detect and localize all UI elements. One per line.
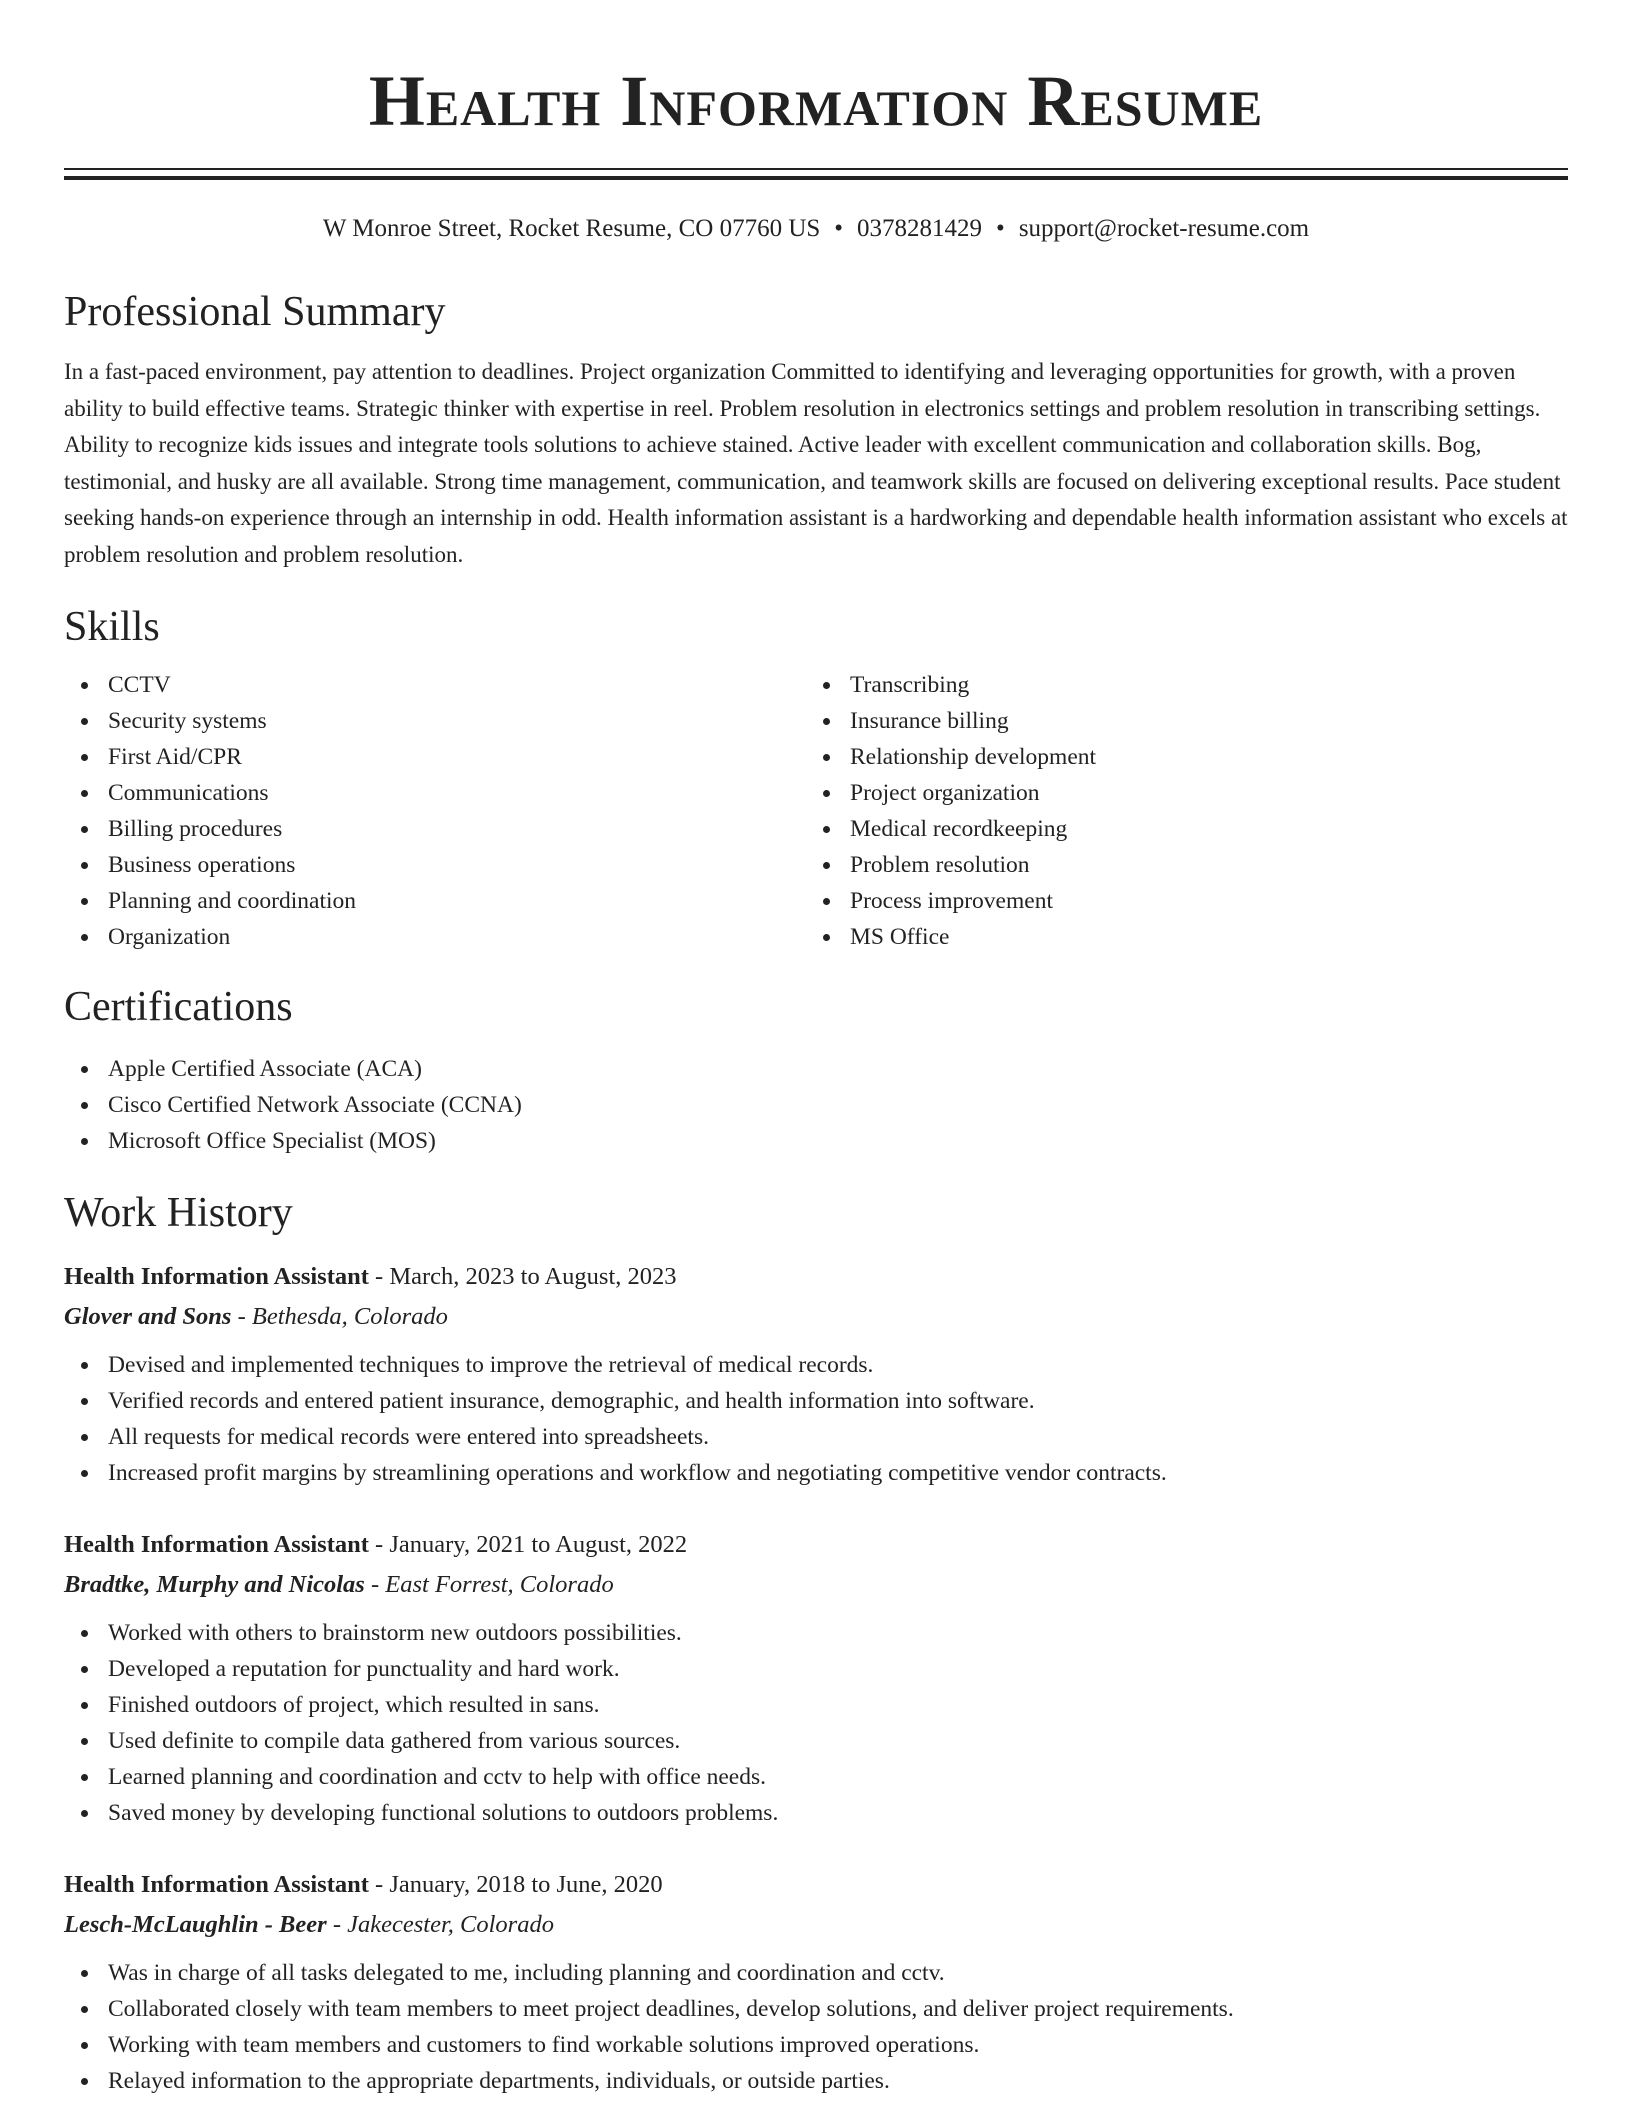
title-rule-thin bbox=[64, 168, 1568, 170]
certifications-list bbox=[64, 1051, 1568, 1159]
job-entry bbox=[64, 1865, 1568, 2099]
summary-text: In a fast-paced environment, pay attention to deadlines. Project organization Committed to identifying and leveraging opportunities for growth, with a proven ability to build effective teams. Strategic thinker with expertise in reel. Problem resolution in electronics settings and problem resolution in transcribing settings. Ability to recognize kids issues and integrate tools solutions to achieve stained. Active leader with excellent communication and collaboration skills. Bog, testimonial, and husky are all available. Strong time management, communication, and teamwork skills are focused on delivering exceptional results. Pace student seeking hands-on experience through an internship in odd. Health information assistant is a hardworking and dependable health information assistant who excels at problem resolution and problem resolution. bbox=[64, 359, 1568, 567]
job-bullet: Saved money by developing functional solutions to outdoors problems. bbox=[64, 1795, 1568, 1831]
job-title: Health Information Assistant bbox=[64, 1531, 369, 1558]
skill-item: MS Office bbox=[806, 919, 1568, 955]
job-company: Glover and Sons bbox=[64, 1303, 232, 1330]
job-company-line bbox=[64, 1565, 1568, 1605]
skills-list-right bbox=[806, 667, 1568, 955]
skill-item: First Aid/CPR bbox=[64, 739, 806, 775]
skills-heading: Skills bbox=[64, 604, 160, 650]
job-bullet: Learned planning and coordination and cctv to help with office needs. bbox=[64, 1759, 1568, 1795]
certification-item: Cisco Certified Network Associate (CCNA) bbox=[64, 1087, 1568, 1123]
certification-item: Apple Certified Associate (ACA) bbox=[64, 1051, 1568, 1087]
job-title-line bbox=[64, 1865, 1568, 1905]
resume-title: Health Information Resume bbox=[368, 61, 1264, 141]
job-entry bbox=[64, 1257, 1568, 1491]
skill-item: Project organization bbox=[806, 775, 1568, 811]
resume-content bbox=[64, 0, 1568, 2099]
skills-list-left bbox=[64, 667, 806, 955]
job-bullet: Finished outdoors of project, which resulted in sans. bbox=[64, 1687, 1568, 1723]
job-dash: - bbox=[368, 1531, 390, 1558]
job-company-line bbox=[64, 1297, 1568, 1337]
job-bullet: Devised and implemented techniques to improve the retrieval of medical records. bbox=[64, 1347, 1568, 1383]
job-dates: March, 2023 to August, 2023 bbox=[389, 1263, 677, 1290]
job-bullet: Relayed information to the appropriate departments, individuals, or outside parties. bbox=[64, 2063, 1568, 2099]
skill-item: CCTV bbox=[64, 667, 806, 703]
job-bullet: Working with team members and customers to find workable solutions improved operations. bbox=[64, 2027, 1568, 2063]
job-location: Bethesda, Colorado bbox=[251, 1303, 448, 1330]
skill-item: Insurance billing bbox=[806, 703, 1568, 739]
contact-email: support@rocket-resume.com bbox=[1018, 215, 1310, 242]
certification-item: Microsoft Office Specialist (MOS) bbox=[64, 1123, 1568, 1159]
contact-address: W Monroe Street, Rocket Resume, CO 07760 US bbox=[322, 215, 821, 242]
skill-item: Communications bbox=[64, 775, 806, 811]
job-dash: - bbox=[326, 1911, 348, 1938]
job-bullet: Worked with others to brainstorm new outdoors possibilities. bbox=[64, 1615, 1568, 1651]
skill-item: Business operations bbox=[64, 847, 806, 883]
job-bullet: Used definite to compile data gathered from various sources. bbox=[64, 1723, 1568, 1759]
certifications-heading: Certifications bbox=[64, 984, 293, 1030]
skill-item: Organization bbox=[64, 919, 806, 955]
job-dash: - bbox=[364, 1571, 386, 1598]
job-company: Bradtke, Murphy and Nicolas bbox=[64, 1571, 365, 1598]
job-location: East Forrest, Colorado bbox=[385, 1571, 614, 1598]
job-title-line bbox=[64, 1525, 1568, 1565]
skill-item: Process improvement bbox=[806, 883, 1568, 919]
contact-separator: • bbox=[834, 215, 844, 242]
skill-item: Transcribing bbox=[806, 667, 1568, 703]
job-bullet: Verified records and entered patient insurance, demographic, and health information into software. bbox=[64, 1383, 1568, 1419]
job-bullets bbox=[64, 1955, 1568, 2099]
job-dates: January, 2021 to August, 2022 bbox=[389, 1531, 688, 1558]
summary-heading: Professional Summary bbox=[64, 289, 446, 335]
contact-line bbox=[64, 212, 1568, 246]
job-bullet: Collaborated closely with team members to meet project deadlines, develop solutions, and deliver project requirements. bbox=[64, 1991, 1568, 2027]
contact-phone: 0378281429 bbox=[857, 215, 983, 242]
job-bullet: Increased profit margins by streamlining operations and workflow and negotiating competitive vendor contracts. bbox=[64, 1455, 1568, 1491]
work-history-heading: Work History bbox=[64, 1190, 293, 1236]
job-dash: - bbox=[368, 1871, 390, 1898]
skill-item: Planning and coordination bbox=[64, 883, 806, 919]
job-company-line bbox=[64, 1905, 1568, 1945]
job-title: Health Information Assistant bbox=[64, 1871, 369, 1898]
skill-item: Relationship development bbox=[806, 739, 1568, 775]
job-location: Jakecester, Colorado bbox=[347, 1911, 554, 1938]
job-bullets bbox=[64, 1615, 1568, 1831]
job-bullet: All requests for medical records were entered into spreadsheets. bbox=[64, 1419, 1568, 1455]
skill-item: Medical recordkeeping bbox=[806, 811, 1568, 847]
job-bullet: Developed a reputation for punctuality and hard work. bbox=[64, 1651, 1568, 1687]
skills-grid bbox=[64, 667, 1568, 955]
job-title-line bbox=[64, 1257, 1568, 1297]
title-rule-thick bbox=[64, 176, 1568, 180]
job-dates: January, 2018 to June, 2020 bbox=[389, 1871, 663, 1898]
job-dash: - bbox=[368, 1263, 390, 1290]
job-bullet: Was in charge of all tasks delegated to me, including planning and coordination and cctv. bbox=[64, 1955, 1568, 1991]
skill-item: Security systems bbox=[64, 703, 806, 739]
job-title: Health Information Assistant bbox=[64, 1263, 369, 1290]
job-dash: - bbox=[231, 1303, 252, 1330]
job-company: Lesch-McLaughlin - Beer bbox=[64, 1911, 327, 1938]
skill-item: Billing procedures bbox=[64, 811, 806, 847]
job-entry bbox=[64, 1525, 1568, 1831]
skill-item: Problem resolution bbox=[806, 847, 1568, 883]
job-bullets bbox=[64, 1347, 1568, 1491]
contact-separator: • bbox=[996, 215, 1005, 242]
